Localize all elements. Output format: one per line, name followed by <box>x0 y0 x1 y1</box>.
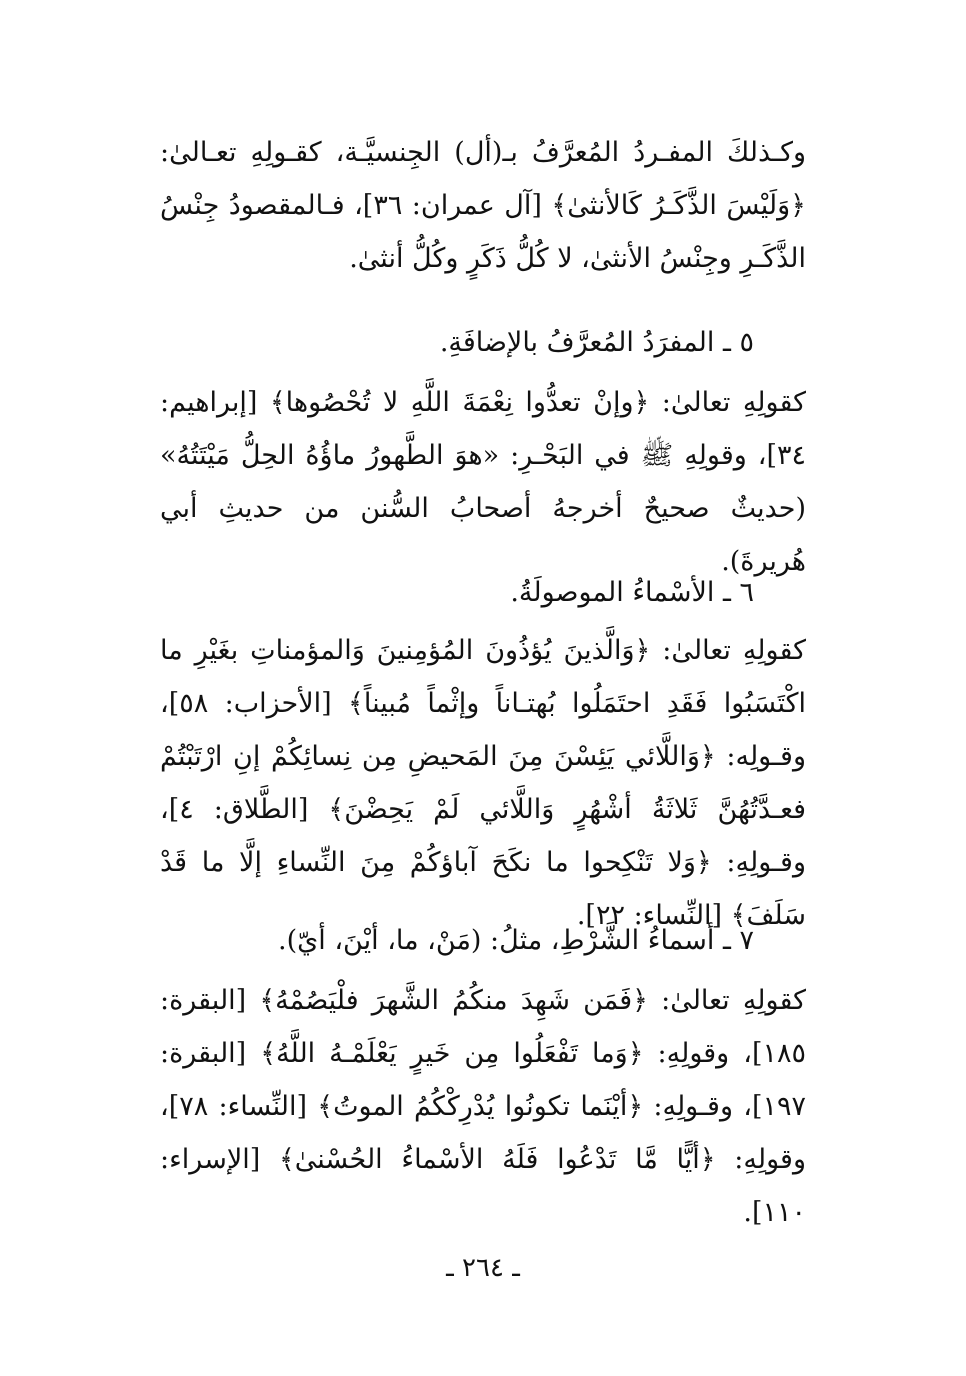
paragraph-relative-nouns-examples: كقولِهِ تعالىٰ: ﴿وَالَّذينَ يُؤذُونَ المُؤمِنينَ وَالمؤمناتِ بغَيْرِ ما اكْتَسَبُوا فَقَدِ احتَمَلُوا بُهتـاناً وإثْماً مُبيناً﴾ [الأحزاب: ٥٨]، وقـولِه: ﴿وَاللَّائي يَئِسْنَ مِنَ المَحيضِ مِن نِسائِكُمْ إنِ ارْتَبْتُمْ فعـدَّتُهُنَّ ثَلاثَةُ أشْهُرٍ وَاللَّائي لَمْ يَحِضْنَ﴾ [الطَّلاق: ٤]، وقـولِهِ: ﴿وَلا تَنْكِحوا ما نكَحَ آباؤكُمْ مِنَ النِّساءِ إلَّا ما قَدْ سَلَفَ﴾ [النِّساء: ٢٢]. <box>160 635 806 931</box>
paragraph-conditional-nouns-examples: كقولِهِ تعالىٰ: ﴿فَمَن شَهِدَ منكُمُ الشَّهرَ فلْيَصُمْهُ﴾ [البقرة: ١٨٥]، وقولِهِ: ﴿وَما تَفْعَلُوا مِن خَيرٍ يَعْلَمْـهُ اللَّهُ﴾ [البقرة: ١٩٧]، وقـولِهِ: ﴿أيْنَما تكونُوا يُدْرِكْكُمُ الموتُ﴾ [النِّساء: ٧٨]، وقولِهِ: ﴿أيًّا مَّا تَدْعُوا فَلَهُ الأسْماءُ الحُسْنىٰ﴾ [الإسراء: ١١٠]. <box>160 985 806 1228</box>
heading-item-7: ٧ ـ أسماءُ الشَّرْطِ، مثلُ: (مَنْ، ما، أيْنَ، أيّ). <box>278 925 754 956</box>
page-number: ـ ٢٦٤ ـ <box>446 1253 520 1283</box>
paragraph-definite-singular-genus: وكـذلكَ المفـردُ المُعرَّفُ بـ(أل) الجِنسيَّـة، كقـولِهِ تعـالىٰ: ﴿وَلَيْسَ الذَّكَـرُ كَالأنثىٰ﴾ [آل عمران: ٣٦]، فـالمقصودُ جِنْسُ الذَّكَـرِ وجِنْسُ الأنثىٰ، لا كُلُّ ذَكَرٍ وكُلُّ أنثىٰ. <box>160 137 806 274</box>
heading-item-6: ٦ ـ الأسْماءُ الموصولَةُ. <box>510 577 754 608</box>
heading-item-5: ٥ ـ المفرَدُ المُعرَّفُ بالإضافَةِ. <box>439 327 754 358</box>
paragraph-annexation-examples: كقولِهِ تعالىٰ: ﴿وإنْ تعدُّوا نِعْمَةَ اللَّهِ لا تُحْصُوها﴾ [إبراهيم: ٣٤]، وقولِهِ ﷺ في البَحْـرِ: «هوَ الطَّهورُ ماؤُهُ الحِلُّ مَيْتَتُهُ» (حديثٌ صحيحٌ أخرجهُ أصحابُ السُّنن من حديثِ أبي هُريرةَ). <box>160 387 806 577</box>
